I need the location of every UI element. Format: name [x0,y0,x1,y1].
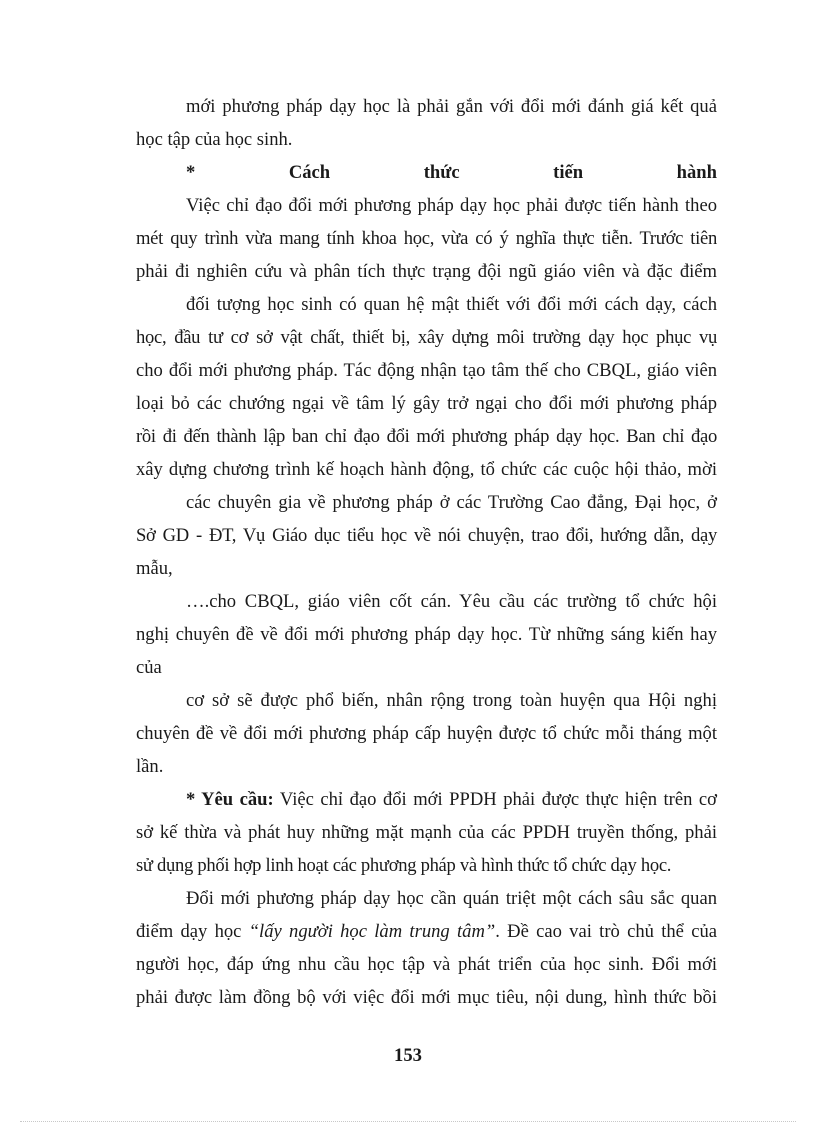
text-span: điểm dạy học [136,921,249,942]
section-heading [136,156,717,189]
text-line: rồi đi đến thành lập ban chỉ đạo đổi mới phương pháp dạy học. Ban chỉ đạo [136,426,717,447]
requirement-label: * Yêu cầu: [186,789,274,810]
text-line: chuyên đề về đổi mới phương pháp cấp huyện được tổ chức mỗi tháng một [136,723,717,744]
text-line: học, đầu tư cơ sở vật chất, thiết bị, xây dựng môi trường dạy học phục vụ [136,327,717,348]
text-line: các chuyên gia về phương pháp ở các Trường Cao đẳng, Đại học, ở [186,492,717,513]
text-line: sử dụng phối hợp linh hoạt các phương pháp và hình thức tổ chức dạy học. [136,855,672,876]
text-line: xây dựng chương trình kế hoạch hành động, tổ chức các cuộc hội thảo, mời [136,459,717,480]
text-line: ….cho CBQL, giáo viên cốt cán. Yêu cầu các trường tổ chức hội [186,591,717,612]
text-line: nghị chuyên đề về đổi mới phương pháp dạy học. Từ những sáng kiến hay [136,624,717,645]
heading-star: * [186,162,196,183]
heading-word: hành [676,162,717,183]
text-line: cho đổi mới phương pháp. Tác động nhận tạo tâm thế cho CBQL, giáo viên [136,360,717,381]
quote-text: “lấy người học làm trung tâm” [248,921,496,942]
text-line: đối tượng học sinh có quan hệ mật thiết với đổi mới cách dạy, cách [186,294,717,315]
text-line: loại bỏ các chướng ngại về tâm lý gây trở ngại cho đổi mới phương pháp [136,393,717,414]
page-bottom-divider [20,1121,796,1122]
text-span: . Đề cao vai trò chủ thể của [495,921,717,942]
text-line: lần. [136,756,164,777]
text-line: Sở GD - ĐT, Vụ Giáo dục tiểu học về nói chuyện, trao đổi, hướng dẫn, dạy [136,525,717,546]
heading-word: tiến [553,162,584,183]
text-line [136,783,717,816]
text-span: Việc chỉ đạo đổi mới PPDH phải được thực hiện trên cơ [279,789,717,810]
text-line: học tập của học sinh. [136,129,293,150]
text-line: mẫu, [136,558,173,579]
text-line: người học, đáp ứng nhu cầu học tập và phát triển của học sinh. Đổi mới [136,954,717,975]
text-line: mét quy trình vừa mang tính khoa học, vừa có ý nghĩa thực tiễn. Trước tiên [136,228,717,249]
page-number: 153 [394,1045,422,1066]
text-line: cơ sở sẽ được phổ biến, nhân rộng trong toàn huyện qua Hội nghị [186,690,717,711]
text-line: của [136,657,162,678]
body-text [136,90,717,1014]
text-line: phải được làm đồng bộ với việc đổi mới mục tiêu, nội dung, hình thức bồi [136,987,717,1008]
text-line: Việc chỉ đạo đổi mới phương pháp dạy học phải được tiến hành theo [186,195,717,216]
heading-word: thức [423,162,460,183]
text-line: mới phương pháp dạy học là phải gắn với đổi mới đánh giá kết quả [186,96,717,117]
text-line: Đổi mới phương pháp dạy học cần quán triệt một cách sâu sắc quan [186,888,717,909]
text-line: phải đi nghiên cứu và phân tích thực trạng đội ngũ giáo viên và đặc điểm [136,261,717,282]
text-line: sở kế thừa và phát huy những mặt mạnh của các PPDH truyền thống, phải [136,822,717,843]
text-line [136,915,717,948]
heading-word: Cách [288,162,331,183]
